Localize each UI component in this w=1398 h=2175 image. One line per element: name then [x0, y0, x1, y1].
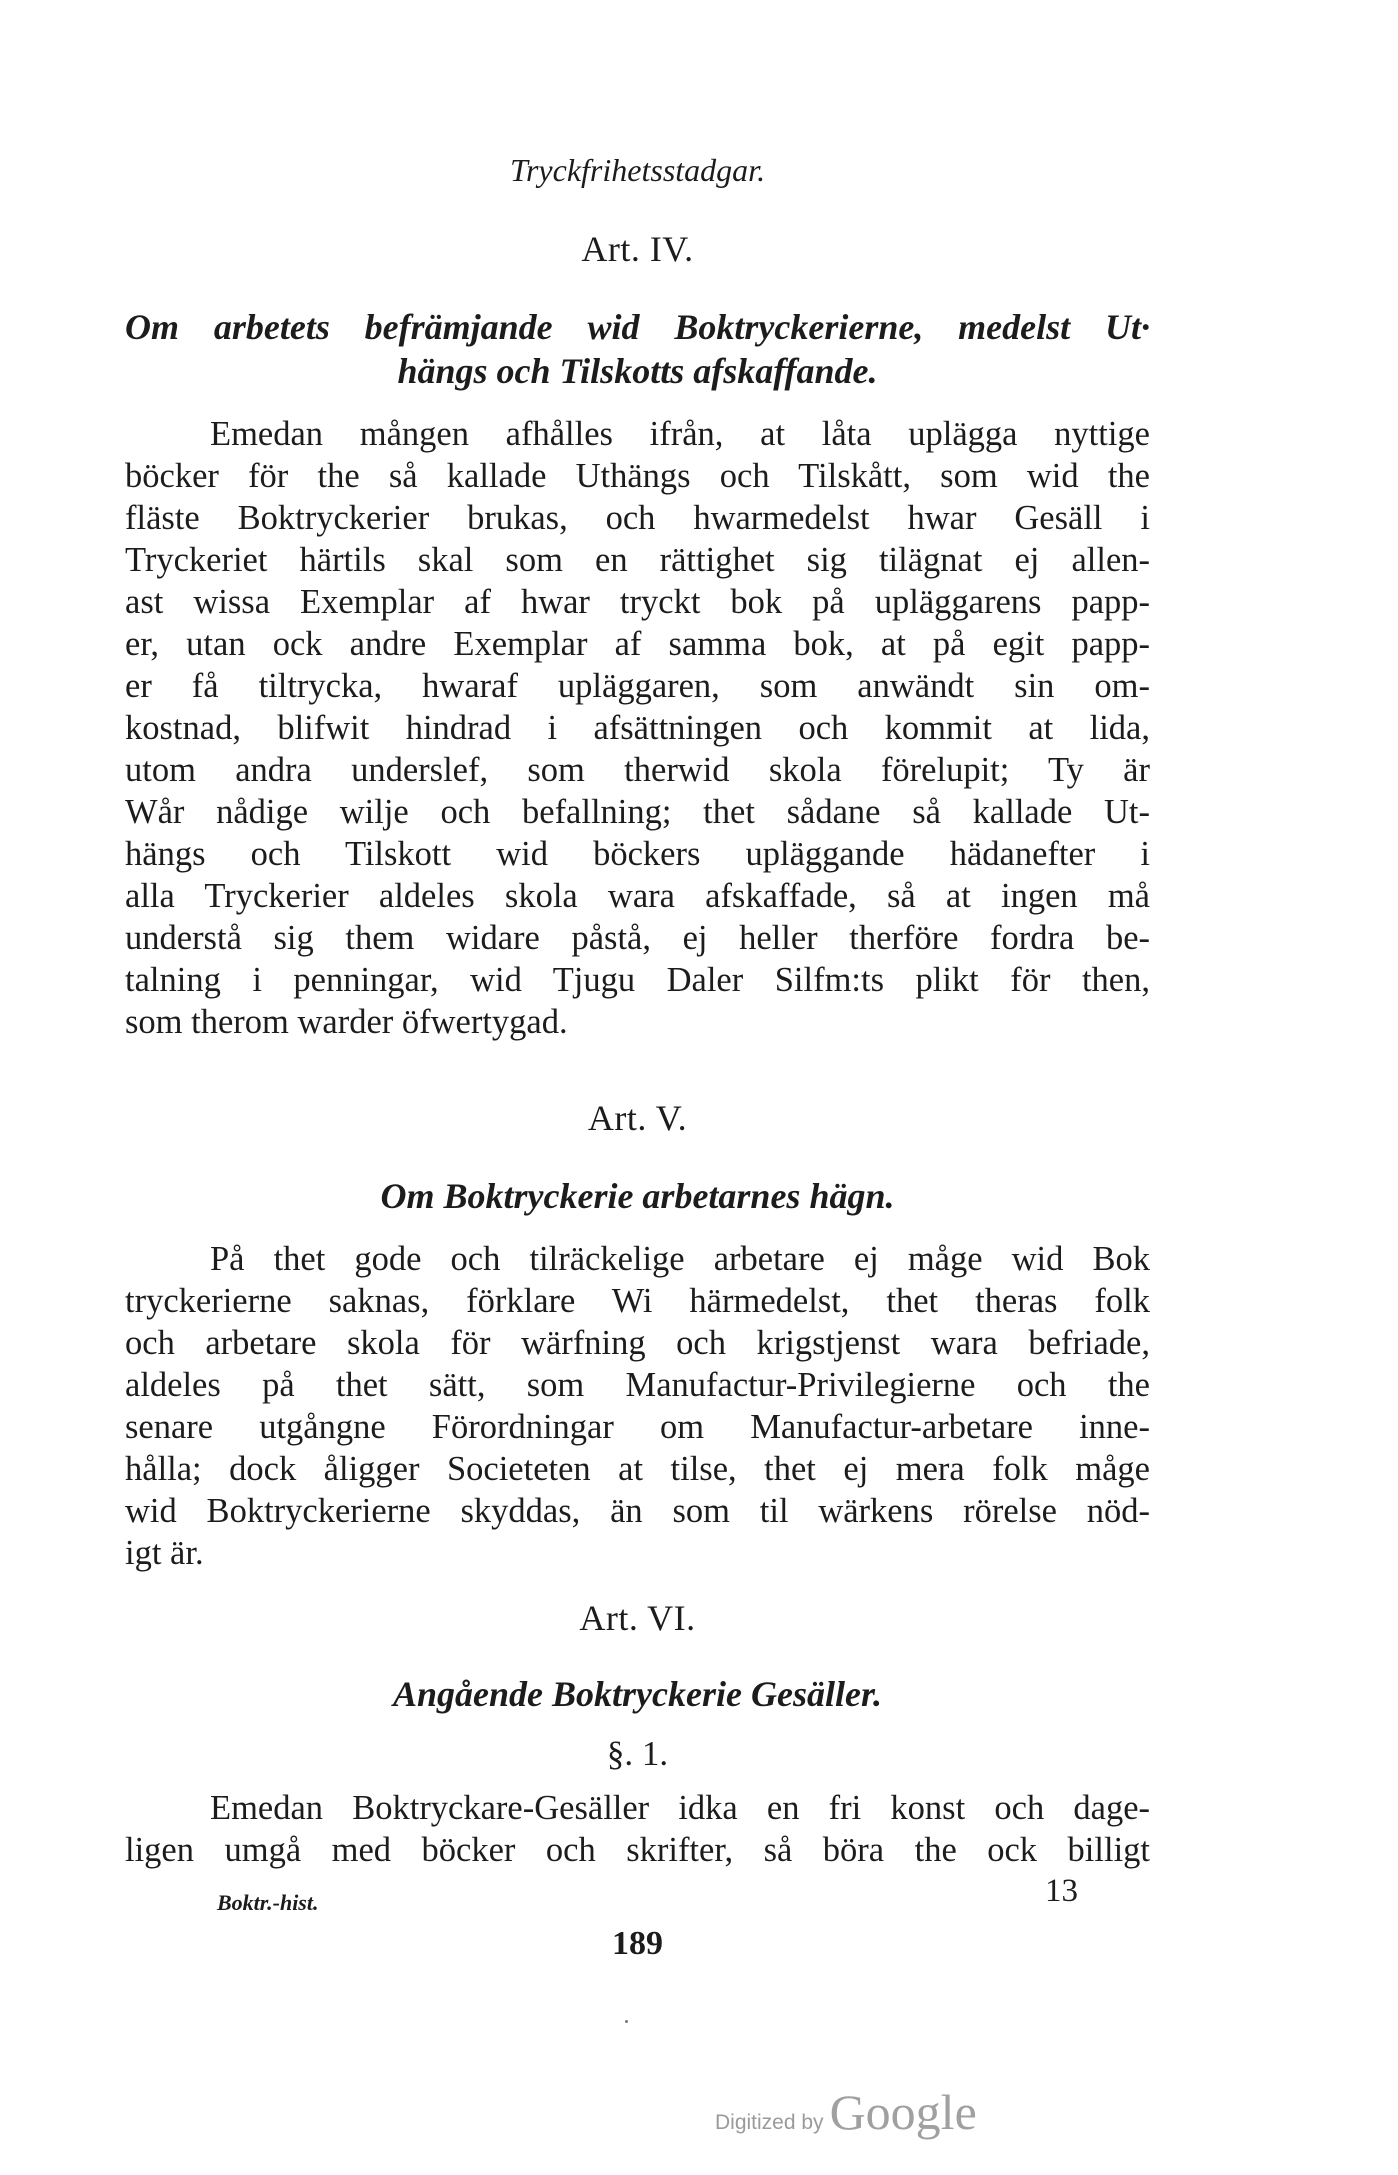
gathering-number: 13: [1045, 1873, 1078, 1909]
section-sign: §. 1.: [606, 1734, 669, 1773]
art-v-text-line: tryckerierne saknas, förklare Wi härmedelst, thet theras folk: [125, 1282, 1150, 1320]
art-iv-title-line: hängs och Tilskotts afskaffande.: [397, 351, 878, 391]
art-iv-text-line: er få tiltrycka, hwaraf upläggaren, som anwändt sin om-: [125, 667, 1150, 705]
scan-speck: [625, 2020, 628, 2023]
art-iv-text-line: understå sig them widare påstå, ej heller therföre fordra be-: [125, 919, 1150, 957]
art-v-text-line: På thet gode och tilräckelige arbetare ej måge wid Bok: [210, 1240, 1150, 1278]
art-vi-heading: Art. VI.: [579, 1598, 696, 1638]
art-iv-text-line: Emedan mången afhålles ifrån, at låta uplägga nyttige: [210, 415, 1150, 453]
digitized-watermark: [715, 2083, 977, 2141]
art-iv-text-line: fläste Boktryckerier brukas, och hwarmedelst hwar Gesäll i: [125, 499, 1150, 537]
art-iv-title-line: Om arbetets befrämjande wid Boktryckerierne, medelst Ut·: [125, 307, 1150, 347]
art-vi-title: Angående Boktryckerie Gesäller.: [393, 1674, 882, 1714]
art-iv-text-line: utom andra underslef, som therwid skola förelupit; Ty är: [125, 751, 1150, 789]
art-iv-text-line: hängs och Tilskott wid böckers upläggande hädanefter i: [125, 835, 1150, 873]
art-iv-text-line: böcker för the så kallade Uthängs och Tilskått, som wid the: [125, 457, 1150, 495]
art-iv-text-line: alla Tryckerier aldeles skola wara afskaffade, så at ingen må: [125, 877, 1150, 915]
art-vi-text-line: Emedan Boktryckare-Gesäller idka en fri konst och dage-: [210, 1789, 1150, 1827]
art-v-title: Om Boktryckerie arbetarnes hägn.: [380, 1176, 895, 1216]
art-v-text-line: igt är.: [125, 1534, 204, 1572]
art-iv-heading: Art. IV.: [581, 229, 694, 269]
watermark-logo: Google: [829, 2084, 977, 2140]
art-v-text-line: och arbetare skola för wärfning och krigstjenst wara befriade,: [125, 1324, 1150, 1362]
book-page: [125, 0, 1150, 2175]
art-iv-text-line: ast wissa Exemplar af hwar tryckt bok på upläggarens papp-: [125, 583, 1150, 621]
art-iv-text-line: Tryckeriet härtils skal som en rättighet sig tilägnat ej allen-: [125, 541, 1150, 579]
art-v-heading: Art. V.: [587, 1098, 688, 1138]
page-number: 189: [612, 1925, 663, 1962]
art-v-text-line: aldeles på thet sätt, som Manufactur-Privilegierne och the: [125, 1366, 1150, 1404]
art-iv-text-line: Wår nådige wilje och befallning; thet sådane så kallade Ut-: [125, 793, 1150, 831]
art-iv-text-line: er, utan ock andre Exemplar af samma bok, at på egit papp-: [125, 625, 1150, 663]
art-v-text-line: wid Boktryckerierne skyddas, än som til wärkens rörelse nöd-: [125, 1492, 1150, 1530]
art-iv-text-line: som therom warder öfwertygad.: [125, 1003, 568, 1041]
art-iv-text-line: talning i penningar, wid Tjugu Daler Silfm:ts plikt för then,: [125, 961, 1150, 999]
art-v-text-line: senare utgångne Förordningar om Manufactur-arbetare inne-: [125, 1408, 1150, 1446]
signature-mark: Boktr.-hist.: [217, 1890, 319, 1915]
watermark-prefix: Digitized by: [715, 2111, 824, 2134]
running-head: Tryckfrihetsstadgar.: [509, 152, 766, 188]
art-iv-text-line: kostnad, blifwit hindrad i afsättningen och kommit at lida,: [125, 709, 1150, 747]
art-v-text-line: hålla; dock åligger Societeten at tilse, thet ej mera folk måge: [125, 1450, 1150, 1488]
art-vi-text-line: ligen umgå med böcker och skrifter, så böra the ock billigt: [125, 1831, 1150, 1869]
